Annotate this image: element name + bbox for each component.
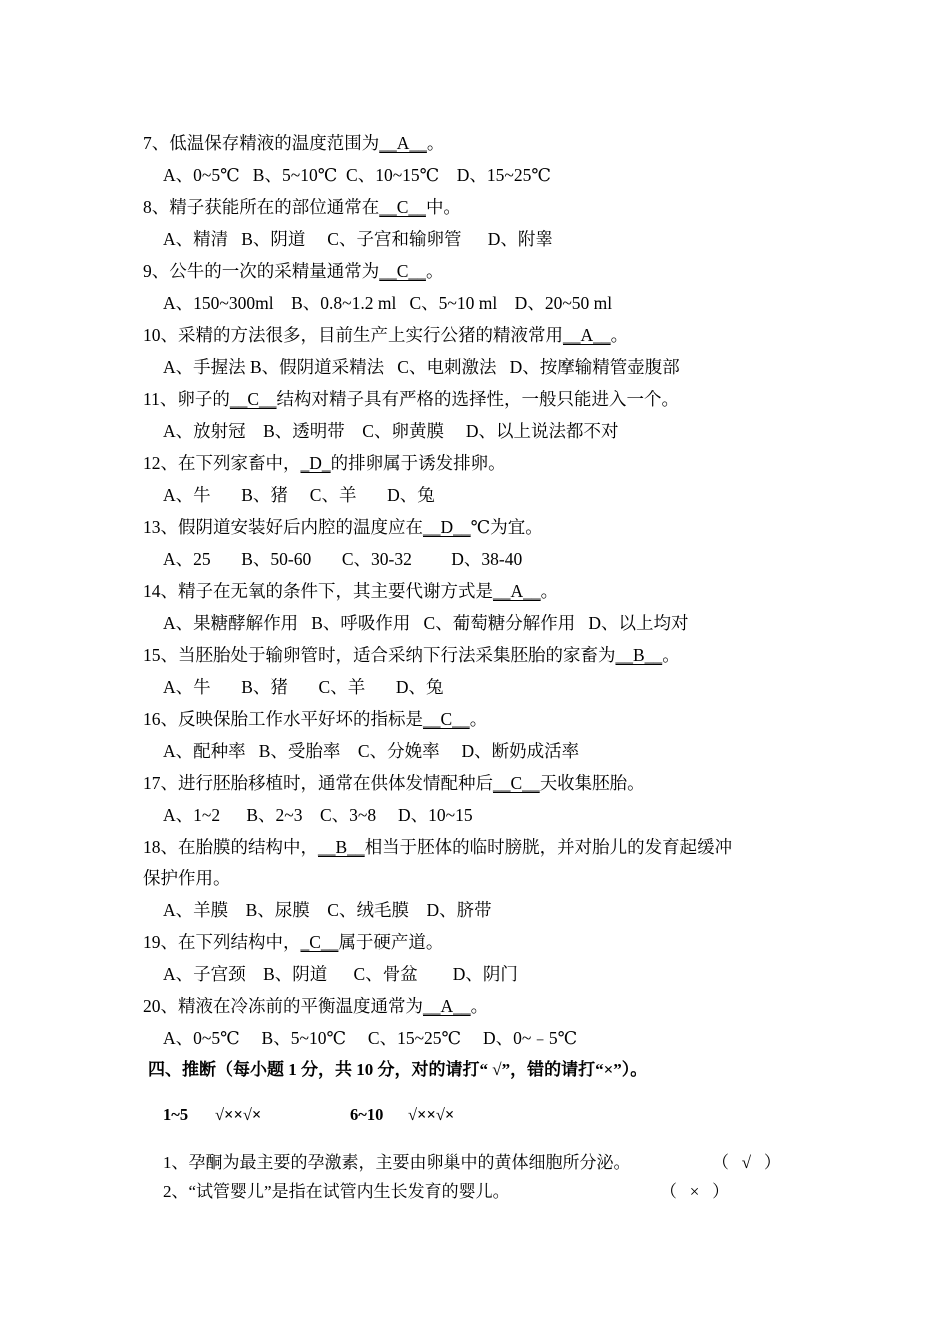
answer-blank: __B__ bbox=[318, 837, 365, 857]
answer-blank: __A__ bbox=[379, 133, 427, 153]
question-number: 16 bbox=[143, 709, 161, 729]
question-tail: 。 bbox=[469, 709, 488, 729]
question-stem: 、在下列家畜中， bbox=[160, 453, 301, 473]
question-8-options: A、精清 B、阴道 C、子宫和输卵管 D、附睾 bbox=[163, 229, 553, 249]
answer-blank: __C__ bbox=[379, 197, 426, 217]
question-20 bbox=[143, 995, 488, 1017]
question-14 bbox=[143, 580, 558, 602]
question-tail: 属于硬产道。 bbox=[338, 932, 444, 952]
question-15 bbox=[143, 644, 680, 666]
question-stem: 、精液在冷冻前的平衡温度通常为 bbox=[160, 996, 423, 1016]
question-tail: ℃为宜。 bbox=[470, 517, 543, 537]
question-tail: 。 bbox=[426, 133, 445, 153]
answer-blank: __D__ bbox=[423, 517, 471, 537]
question-tail: 。 bbox=[540, 581, 559, 601]
question-stem: 、精子获能所在的部位通常在 bbox=[151, 197, 380, 217]
question-12 bbox=[143, 452, 506, 474]
question-15-options: A、牛 B、猪 C、羊 D、兔 bbox=[163, 677, 444, 697]
question-18-continuation: 保护作用。 bbox=[143, 868, 231, 888]
question-17 bbox=[143, 772, 645, 794]
question-11-options: A、放射冠 B、透明带 C、卵黄膜 D、以上说法都不对 bbox=[163, 421, 619, 441]
judgement-1: 1、孕酮为最主要的孕激素，主要由卵巢中的黄体细胞所分泌。 bbox=[163, 1153, 631, 1172]
question-stem: 、当胚胎处于输卵管时，适合采纳下行法采集胚胎的家畜为 bbox=[160, 645, 616, 665]
question-tail: 结构对精子具有严格的选择性，一般只能进入一个。 bbox=[276, 389, 680, 409]
question-number: 14 bbox=[143, 581, 161, 601]
answer-blank: __A__ bbox=[493, 581, 541, 601]
question-14-options: A、果糖酵解作用 B、呼吸作用 C、葡萄糖分解作用 D、以上均对 bbox=[163, 613, 689, 633]
question-tail: 。 bbox=[425, 261, 444, 281]
question-number: 15 bbox=[143, 645, 161, 665]
question-tail: 中。 bbox=[425, 197, 461, 217]
question-stem: 、公牛的一次的采精量通常为 bbox=[151, 261, 380, 281]
question-stem: 、反映保胎工作水平好坏的指标是 bbox=[160, 709, 423, 729]
judgement-2-mark: （ × ） bbox=[660, 1182, 730, 1201]
question-number: 10 bbox=[143, 325, 161, 345]
judgement-2: 2、“试管婴儿”是指在试管内生长发育的婴儿。 bbox=[163, 1182, 510, 1201]
question-10 bbox=[143, 324, 628, 346]
judgement-1-mark: （ √ ） bbox=[712, 1153, 781, 1172]
answer-blank: __C__ bbox=[493, 773, 540, 793]
answer-blank: __C__ bbox=[423, 709, 470, 729]
question-stem: 、卵子的 bbox=[159, 389, 230, 409]
question-stem: 、假阴道安装好后内腔的温度应在 bbox=[160, 517, 423, 537]
question-10-options: A、手握法 B、假阴道采精法 C、电刺激法 D、按摩输精管壶腹部 bbox=[163, 357, 680, 377]
question-number: 18 bbox=[143, 837, 161, 857]
question-18-options: A、羊膜 B、尿膜 C、绒毛膜 D、脐带 bbox=[163, 900, 492, 920]
answer-key-6-10: √××√× bbox=[408, 1105, 455, 1124]
answer-key-1-5-label: 1~5 bbox=[163, 1105, 189, 1124]
question-stem: 、进行胚胎移植时，通常在供体发情配种后 bbox=[160, 773, 493, 793]
question-number: 17 bbox=[143, 773, 161, 793]
question-tail: 。 bbox=[610, 325, 629, 345]
question-stem: 、采精的方法很多，目前生产上实行公猪的精液常用 bbox=[160, 325, 563, 345]
answer-key-1-5: √××√× bbox=[215, 1105, 262, 1124]
question-number: 19 bbox=[143, 932, 161, 952]
question-9-options: A、150~300ml B、0.8~1.2 ml C、5~10 ml D、20~50 ml bbox=[163, 293, 613, 313]
question-7 bbox=[143, 132, 444, 154]
question-number: 13 bbox=[143, 517, 161, 537]
answer-blank: __C__ bbox=[229, 389, 277, 409]
question-stem: 、在下列结构中， bbox=[160, 932, 301, 952]
question-9 bbox=[143, 260, 443, 282]
answer-blank: __A__ bbox=[563, 325, 611, 345]
question-tail: 天收集胚胎。 bbox=[539, 773, 645, 793]
question-number: 11 bbox=[143, 389, 160, 409]
answer-key-6-10-label: 6~10 bbox=[350, 1105, 384, 1124]
answer-blank: __C__ bbox=[379, 261, 426, 281]
question-tail: 。 bbox=[470, 996, 489, 1016]
question-number: 7 bbox=[143, 133, 152, 153]
question-number: 9 bbox=[143, 261, 152, 281]
question-11 bbox=[143, 388, 679, 410]
section-heading: 四、推断（每小题 1 分，共 10 分，对的请打“ √”，错的请打“×”）。 bbox=[148, 1060, 648, 1079]
question-number: 8 bbox=[143, 197, 152, 217]
question-20-options: A、0~5℃ B、5~10℃ C、15~25℃ D、0~﹣5℃ bbox=[163, 1028, 578, 1048]
question-13 bbox=[143, 516, 543, 538]
question-tail: 的排卵属于诱发排卵。 bbox=[330, 453, 506, 473]
question-16 bbox=[143, 708, 487, 730]
answer-blank: _C__ bbox=[300, 932, 339, 952]
question-tail: 相当于胚体的临时膀胱，并对胎儿的发育起缓冲 bbox=[364, 837, 733, 857]
question-19-options: A、子宫颈 B、阴道 C、骨盆 D、阴门 bbox=[163, 964, 518, 984]
question-13-options: A、25 B、50-60 C、30-32 D、38-40 bbox=[163, 549, 523, 569]
question-number: 20 bbox=[143, 996, 161, 1016]
question-8 bbox=[143, 196, 461, 218]
question-12-options: A、牛 B、猪 C、羊 D、兔 bbox=[163, 485, 435, 505]
question-stem: 、在胎膜的结构中， bbox=[160, 837, 318, 857]
answer-blank: __A__ bbox=[423, 996, 471, 1016]
question-17-options: A、1~2 B、2~3 C、3~8 D、10~15 bbox=[163, 805, 473, 825]
question-18 bbox=[143, 836, 732, 858]
question-stem: 、低温保存精液的温度范围为 bbox=[151, 133, 380, 153]
question-16-options: A、配种率 B、受胎率 C、分娩率 D、断奶成活率 bbox=[163, 741, 580, 761]
answer-blank: __B__ bbox=[615, 645, 663, 665]
question-number: 12 bbox=[143, 453, 161, 473]
question-tail: 。 bbox=[662, 645, 680, 665]
question-19 bbox=[143, 931, 443, 953]
answer-blank: _D_ bbox=[300, 453, 331, 473]
question-stem: 、精子在无氧的条件下，其主要代谢方式是 bbox=[160, 581, 493, 601]
question-7-options: A、0~5℃ B、5~10℃ C、10~15℃ D、15~25℃ bbox=[163, 165, 551, 185]
